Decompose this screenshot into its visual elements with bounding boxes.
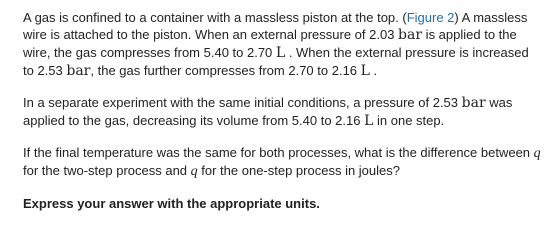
text: for the two-step process and	[23, 163, 191, 178]
text: . When the external pressure is increased to 2.53	[23, 45, 529, 78]
text: was applied to the gas, decreasing its volume from 5.40 to 2.16	[23, 95, 513, 128]
text: If the final temperature was the same for both processes, what is the difference between	[23, 145, 534, 160]
unit-liter: L	[275, 45, 286, 61]
paragraph-question	[23, 144, 543, 180]
unit-bar: bar	[66, 63, 91, 79]
text: A gas is confined to a container with a massless piston at the top. (	[23, 10, 407, 25]
unit-liter: L	[360, 63, 370, 79]
unit-liter: L	[364, 113, 374, 129]
text: ) A massless wire is attached to the piston. When an external pressure of 2.03	[23, 10, 528, 42]
variable-q: q	[190, 164, 198, 179]
text: in one step.	[373, 113, 445, 128]
text: is applied to the wire, the gas compresses from 5.40 to 2.70	[23, 27, 517, 60]
text: .	[369, 63, 378, 78]
figure-2-link[interactable]: Figure 2	[406, 10, 455, 25]
paragraph-setup	[23, 9, 543, 80]
text: , the gas further compresses from 2.70 to 2.16	[90, 63, 361, 78]
unit-bar: bar	[461, 95, 486, 111]
variable-q: q	[533, 146, 541, 161]
text: In a separate experiment with the same initial conditions, a pressure of 2.53	[23, 95, 462, 110]
problem-statement	[23, 9, 543, 212]
paragraph-experiment	[23, 94, 543, 130]
text: for the one-step process in joules?	[197, 163, 400, 178]
answer-instruction: Express your answer with the appropriate units.	[23, 196, 320, 211]
unit-bar: bar	[398, 27, 423, 43]
